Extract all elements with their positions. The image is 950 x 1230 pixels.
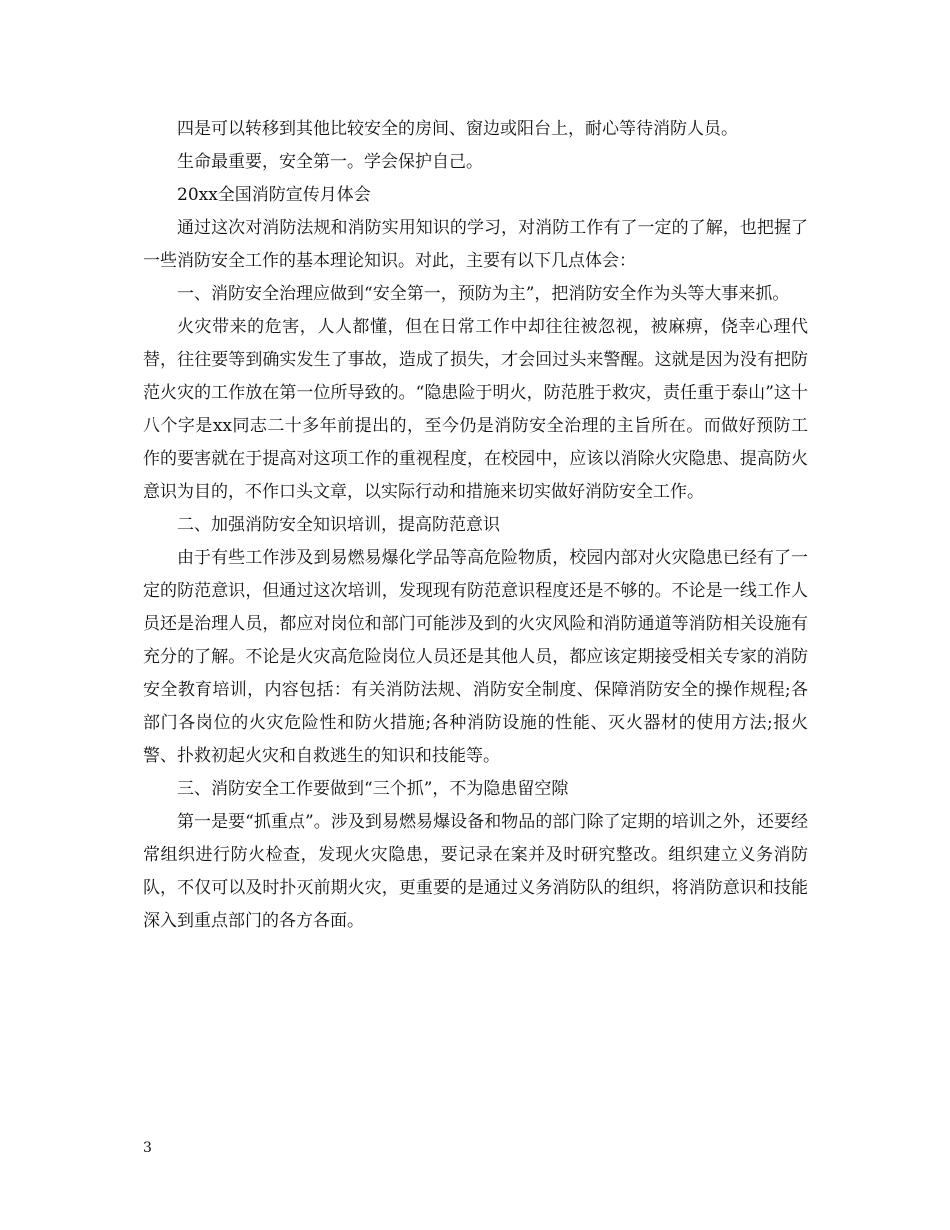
- paragraph-training: 由于有些工作涉及到易燃易爆化学品等高危险物质，校园内部对火灾隐患已经有了一定的防范意识，但通过这次培训，发现现有防范意识程度还是不够的。不论是一线工作人员还是治理人员，都应对岗位和部门可能涉及到的火灾风险和消防通道等消防相关设施有充分的了解。不论是火灾高危险岗位人员还是其他人员，都应该定期接受相关专家的消防安全教育培训，内容包括：有关消防法规、消防安全制度、保障消防安全的操作规程;各部门各岗位的火灾危险性和防火措施;各种消防设施的性能、灭火器材的使用方法;报火警、扑救初起火灾和自救逃生的知识和技能等。: [143, 548, 808, 766]
- heading-point-two: 二、加强消防安全知识培训，提高防范意识: [177, 515, 500, 535]
- section-title: 20xx全国消防宣传月体会: [177, 185, 371, 205]
- page-number: 3: [143, 1140, 152, 1156]
- paragraph-key-points: 第一是要“抓重点”。涉及到易燃易爆设备和物品的部门除了定期的培训之外，还要经常组织进行防火检查，发现火灾隐患，要记录在案并及时研究整改。组织建立义务消防队，不仅可以及时扑灭前期火灾，更重要的是通过义务消防队的组织，将消防意识和技能深入到重点部门的各方各面。: [143, 812, 808, 931]
- paragraph-fire-hazard: 火灾带来的危害，人人都懂，但在日常工作中却往往被忽视，被麻痹，侥幸心理代替，往往要等到确实发生了事故，造成了损失，才会回过头来警醒。这就是因为没有把防范火灾的工作放在第一位所导致的。“隐患险于明火，防范胜于救灾，责任重于泰山”这十八个字是xx同志二十多年前提出的，至今仍是消防安全治理的主旨所在。而做好预防工作的要害就在于提高对这项工作的重视程度，在校园中，应该以消除火灾隐患、提高防火意识为目的，不作口头文章，以实际行动和措施来切实做好消防安全工作。: [143, 317, 808, 502]
- heading-point-three: 三、消防安全工作要做到“三个抓”，不为隐患留空隙: [177, 779, 569, 799]
- document-body: [143, 113, 808, 938]
- paragraph-transfer-tip: 四是可以转移到其他比较安全的房间、窗边或阳台上，耐心等待消防人员。: [177, 119, 738, 139]
- paragraph-intro: 通过这次对消防法规和消防实用知识的学习，对消防工作有了一定的了解，也把握了一些消防安全工作的基本理论知识。对此，主要有以下几点体会：: [143, 218, 808, 271]
- paragraph-safety-first: 生命最重要，安全第一。学会保护自己。: [177, 152, 483, 172]
- heading-point-one: 一、消防安全治理应做到“安全第一，预防为主”，把消防安全作为头等大事来抓。: [177, 284, 790, 304]
